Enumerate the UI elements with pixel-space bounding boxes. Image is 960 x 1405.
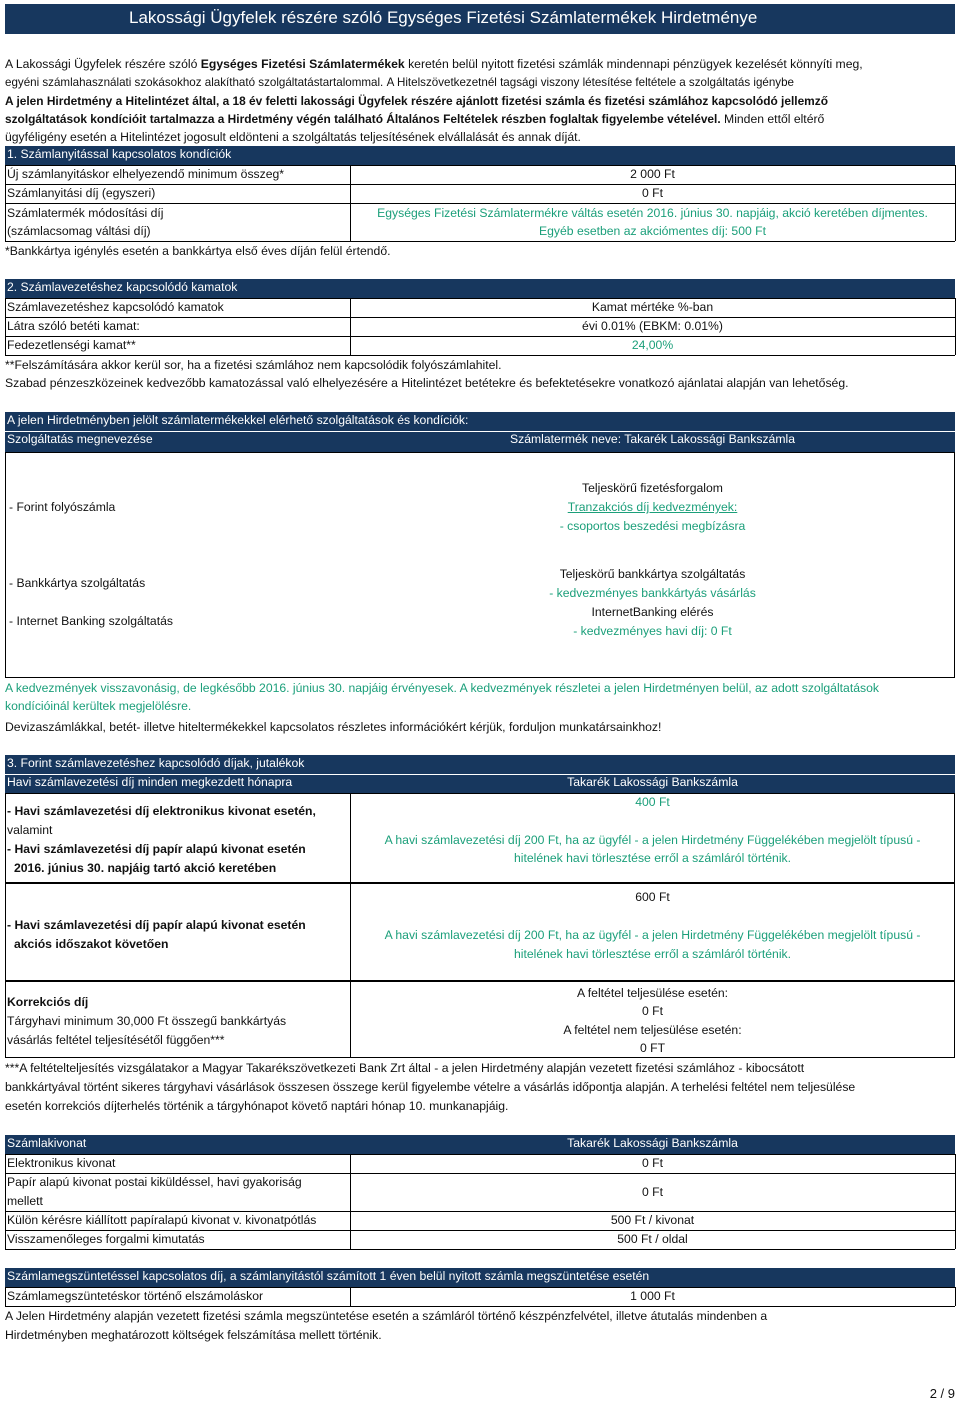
service-value: Tranzakciós díj kedvezmények: [567, 500, 738, 514]
service-value: Teljeskörű fizetésforgalom [582, 481, 723, 495]
s3-note-3: esetén korrekciós díjterhelés történik a tárgyhónapot követő naptári hónap 10. munkanapjáig. [5, 1099, 509, 1113]
s3-b3-label: Tárgyhavi minimum 30,000 Ft összegű bankkártyás [7, 1014, 287, 1028]
section-2-header: 2. Számlavezetéshez kapcsolódó kamatok [5, 279, 955, 298]
s3-b3-value: 0 Ft [642, 1004, 663, 1018]
s3-b3-label: vásárlás feltétel teljesítésétől függően*** [7, 1033, 225, 1047]
s1-mod-label-1: Számlatermék módosítási díj [7, 206, 164, 220]
s3-b1-label: - Havi számlavezetési díj papír alapú kivonat esetén [7, 842, 306, 856]
s1-mod-label-2: (számlacsomag váltási díj) [7, 224, 151, 238]
s3-b2-value: 600 Ft [635, 890, 670, 904]
s3-b3-value: A feltétel nem teljesülése esetén: [563, 1023, 742, 1037]
service-value: - csoportos beszedési megbízásra [559, 519, 746, 533]
statement-row-label: Papír alapú kivonat postai kiküldéssel, havi gyakoriság [7, 1175, 302, 1189]
statement-row-label: Külön kérésre kiállított papíralapú kivonat v. kivonatpótlás [7, 1213, 317, 1227]
s2-row-label: Látra szóló betéti kamat: [7, 319, 140, 333]
section-3-header: 3. Forint számlavezetéshez kapcsolódó díjak, jutalékok [7, 756, 305, 770]
s3-b1-value: A havi számlavezetési díj 200 Ft, ha az ügyfél - a jelen Hirdetmény Függelékében megjelölt típusú - [384, 833, 921, 847]
services-col-1: Szolgáltatás megnevezése [7, 432, 153, 446]
s2-col-1: Számlavezetéshez kapcsolódó kamatok [7, 300, 224, 314]
services-col-2: Számlatermék neve: Takarék Lakossági Bankszámla [510, 432, 795, 446]
statement-row-value: 0 Ft [642, 1185, 663, 1199]
s2-note-1: **Felszámítására akkor kerül sor, ha a fizetési számlához nem kapcsolódik folyószámlahitel. [5, 358, 502, 372]
statement-row-label: mellett [7, 1194, 43, 1208]
s1-note: *Bankkártya igénylés esetén a bankkártya első éves díján felül értendő. [5, 244, 391, 258]
services-header-bar [5, 412, 955, 452]
statement-row-value: 500 Ft / kivonat [610, 1213, 695, 1227]
s3-b3-value: A feltétel teljesülése esetén: [576, 986, 729, 1000]
s3-b2-label: - Havi számlavezetési díj papír alapú kivonat esetén [7, 918, 306, 932]
statement-row-label: Visszamenőleges forgalmi kimutatás [7, 1232, 205, 1246]
service-value: - kedvezményes havi díj: 0 Ft [573, 624, 732, 638]
s3-b1-value: 400 Ft [635, 795, 670, 809]
service-value: InternetBanking elérés [591, 605, 714, 619]
s3-b1-label: 2016. június 30. napjáig tartó akció keretében [14, 861, 277, 875]
s3-col-1: Havi számlavezetési díj minden megkezdett hónapra [7, 775, 293, 789]
s3-b3-value: 0 FT [639, 1041, 666, 1055]
service-value: - kedvezményes bankkártyás vásárlás [549, 586, 756, 600]
closing-row-value: 1 000 Ft [630, 1289, 675, 1303]
s3-b1-label: - Havi számlavezetési díj elektronikus kivonat esetén, [7, 804, 316, 818]
s1-mod-value-1: Egységes Fizetési Számlatermékre váltás esetén 2016. június 30. napjáig, akció keretében díjmentes. [377, 206, 928, 220]
intro-line-3: A jelen Hirdetmény a Hitelintézet által, a 18 év feletti lakossági Ügyfelek részére ajánlott fizetési számla és fizetési számlához kapcsolódó jellemző [5, 94, 828, 108]
section-3-header-bar [5, 755, 955, 793]
s3-b2-value: A havi számlavezetési díj 200 Ft, ha az ügyfél - a jelen Hirdetmény Függelékében megjelölt típusú - [384, 928, 921, 942]
s3-note-1: ***A feltételteljesítés vizsgálatakor a Magyar Takarékszövetkezeti Bank Zrt által - a jelen Hirdetmény alapján vezetett fizetési számlához - kibocsátott [5, 1061, 805, 1075]
statement-row-value: 0 Ft [642, 1156, 663, 1170]
services-note-1: A kedvezmények visszavonásig, de legkésőbb 2016. június 30. napjáig érvényesek. A kedvezmények részletei a jelen Hirdetményen belül, az adott szolgáltatások [5, 681, 879, 695]
s1-row-label: Számlanyitási díj (egyszeri) [7, 186, 156, 200]
s3-b2-value: hitelének havi törlesztése erről a számláról történik. [513, 947, 792, 961]
s3-note-2: bankkártyával történt sikeres tárgyhavi vásárlások összesen összege kerül figyelembe vételre a vásárlás időpontja alapján. A terhelési feltétel nem teljesülése [5, 1080, 856, 1094]
s1-row-value: 2 000 Ft [630, 167, 675, 181]
page-number: 2 / 9 [929, 1386, 955, 1401]
s2-row-value: 24,00% [631, 338, 674, 352]
page-title: Lakossági Ügyfelek részére szóló Egységes Fizetési Számlatermékek Hirdetménye [5, 4, 955, 34]
s1-row-label: Új számlanyitáskor elhelyezendő minimum összeg* [7, 167, 285, 181]
s1-row-value: 0 Ft [642, 186, 663, 200]
s3-b1-label: valamint [7, 823, 53, 837]
closing-note-2: Hirdetményben meghatározott költségek felszámítása mellett történik. [5, 1328, 382, 1342]
statement-col-1: Számlakivonat [7, 1136, 87, 1150]
intro-line-2: egyéni számlahasználati szokásokhoz alakítható szolgáltatástartalommal. A Hitelszövetkezetnél tagsági viszony létesítése feltétele a szolgáltatás igénybe [5, 76, 794, 89]
s3-b3-label: Korrekciós díj [7, 995, 89, 1009]
s3-b1-value: hitelének havi törlesztése erről a számláról történik. [513, 851, 792, 865]
services-header: A jelen Hirdetményben jelölt számlatermékekkel elérhető szolgáltatások és kondíciók: [7, 413, 469, 427]
service-label: - Forint folyószámla [9, 500, 116, 514]
intro-line-4: szolgáltatások kondícióit tartalmazza a Hirdetmény végén található Általános Feltételek részben foglaltak figyelembe vételével. Minden ettől eltérő [5, 112, 825, 126]
s1-mod-value-2: Egyéb esetben az akciómentes díj: 500 Ft [539, 224, 766, 238]
intro-line-5: ügyféligény esetén a Hitelintézet jogosult eldönteni a szolgáltatás teljesítésének elvállalását és annak díját. [5, 130, 581, 144]
closing-row-label: Számlamegszüntetéskor történő elszámoláskor [7, 1289, 264, 1303]
s3-b2-label: akciós időszakot követően [14, 937, 169, 951]
statement-col-2: Takarék Lakossági Bankszámla [567, 1136, 738, 1150]
statement-header-bar [5, 1135, 955, 1154]
intro-line-1: A Lakossági Ügyfelek részére szóló Egységes Fizetési Számlatermékek keretén belül nyitott fizetési számlák mindennapi pénzügyek kezelését könnyíti meg, [5, 57, 863, 71]
statement-row-label: Elektronikus kivonat [7, 1156, 116, 1170]
service-value: Teljeskörű bankkártya szolgáltatás [559, 567, 746, 581]
s2-row-label: Fedezetlenségi kamat** [7, 338, 136, 352]
section-1-header: 1. Számlanyitással kapcsolatos kondíciók [5, 146, 955, 165]
statement-row-value: 500 Ft / oldal [617, 1232, 688, 1246]
s2-col-2: Kamat mértéke %-ban [591, 300, 714, 314]
s2-note-2: Szabad pénzeszközeinek kedvezőbb kamatozással való elhelyezésére a Hitelintézet betétekre és befektetésekre vonatkozó ajánlatai alapján van lehetőség. [5, 376, 849, 390]
closing-header: Számlamegszüntetéssel kapcsolatos díj, a számlanyitástól számított 1 éven belül nyitott számla megszüntetése esetén [5, 1268, 955, 1287]
service-label: - Bankkártya szolgáltatás [9, 576, 146, 590]
service-label: - Internet Banking szolgáltatás [9, 614, 173, 628]
services-note-3: Devizaszámlákkal, betét- illetve hiteltermékekkel kapcsolatos részletes információkért kérjük, forduljon munkatársainkhoz! [5, 720, 662, 734]
s2-row-value: évi 0.01% (EBKM: 0.01%) [582, 319, 723, 333]
s3-col-2: Takarék Lakossági Bankszámla [567, 775, 738, 789]
closing-note-1: A Jelen Hirdetmény alapján vezetett fizetési számla megszüntetése esetén a számláról történő készpénzfelvétel, illetve átutalás mindenben a [5, 1309, 768, 1323]
services-note-2: kondícióinál kerültek megjelölésre. [5, 699, 192, 713]
